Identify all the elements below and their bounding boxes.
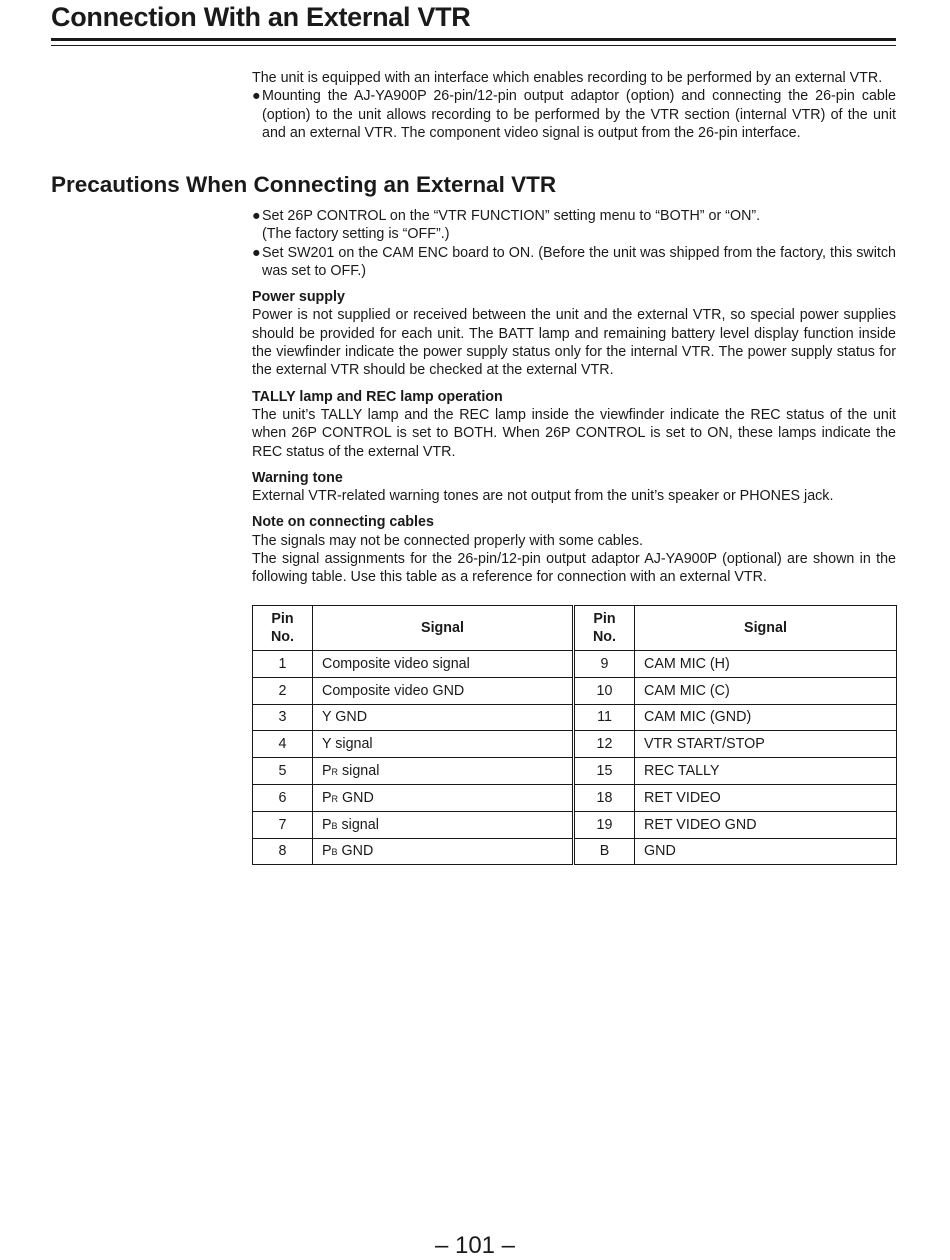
- signal-name: REC TALLY: [635, 758, 897, 785]
- pin-number: 19: [574, 811, 635, 838]
- signal-name: RET VIDEO: [635, 784, 897, 811]
- pin-number: 4: [253, 731, 313, 758]
- signal-name: GND: [635, 838, 897, 865]
- pin-number: 7: [253, 811, 313, 838]
- pin-number: 9: [574, 651, 635, 678]
- signal-header: Signal: [313, 606, 574, 651]
- signal-prefix: P: [322, 843, 332, 860]
- warning-tone-block: [252, 469, 896, 506]
- signal-suffix: GND: [338, 789, 374, 806]
- pin-number: 1: [253, 651, 313, 678]
- pin-number: 18: [574, 784, 635, 811]
- pin-number: 12: [574, 731, 635, 758]
- cables-heading: Note on connecting cables: [252, 514, 434, 531]
- intro-section: [252, 69, 896, 142]
- pin-number: 15: [574, 758, 635, 785]
- table-row: [253, 651, 897, 678]
- precaution-bullet-1-line-1: Set 26P CONTROL on the “VTR FUNCTION” setting menu to “BOTH” or “ON”.: [262, 208, 761, 224]
- intro-paragraph: The unit is equipped with an interface which enables recording to be performed by an external VTR.: [252, 70, 883, 86]
- signal-subscript: R: [331, 793, 339, 804]
- table-row: [253, 784, 897, 811]
- table-row: [253, 838, 897, 865]
- tally-heading: TALLY lamp and REC lamp operation: [252, 388, 503, 405]
- title-rule-thick: [51, 38, 896, 41]
- pin-header-line-2: No.: [270, 629, 295, 645]
- bullet-icon: ●: [252, 244, 261, 261]
- table-row: [253, 811, 897, 838]
- signal-name: Composite video GND: [313, 677, 574, 704]
- signal-subscript: R: [331, 767, 339, 778]
- pin-number: 2: [253, 677, 313, 704]
- signal-prefix: P: [322, 816, 332, 833]
- power-supply-text: Power is not supplied or received between the unit and the external VTR, so special power supplies should be provided for each unit. The BATT lamp and remaining battery level display function inside the viewfinder indicate the power supply status only for the internal VTR. The power supply status for the external VTR should be checked at the external VTR.: [252, 307, 896, 379]
- pin-no-header: [253, 606, 313, 651]
- table-row: [253, 758, 897, 785]
- pin-assignment-table: [252, 605, 897, 865]
- signal-name: Y GND: [313, 704, 574, 731]
- tally-block: [252, 388, 896, 461]
- signal-name: RET VIDEO GND: [635, 811, 897, 838]
- pin-number: 6: [253, 784, 313, 811]
- tally-text: The unit’s TALLY lamp and the REC lamp inside the viewfinder indicate the REC status of the unit when 26P CONTROL is set to BOTH. When 26P CONTROL is set to ON, these lamps indicate the REC status of the external VTR.: [252, 406, 896, 460]
- page-title: Connection With an External VTR: [51, 2, 471, 32]
- signal-name: [313, 811, 574, 838]
- signal-name: CAM MIC (GND): [635, 704, 897, 731]
- signal-header: Signal: [635, 606, 897, 651]
- signal-name: [313, 758, 574, 785]
- pin-header-line-1: Pin: [593, 611, 616, 627]
- signal-name: [313, 784, 574, 811]
- table-row: [253, 704, 897, 731]
- bullet-icon: ●: [252, 88, 261, 105]
- signal-subscript: B: [331, 820, 338, 831]
- cables-block: [252, 513, 896, 586]
- precaution-bullet-1: [252, 207, 896, 244]
- signal-suffix: GND: [337, 843, 374, 860]
- signal-name: Y signal: [313, 731, 574, 758]
- table-row: [253, 677, 897, 704]
- precautions-section: [252, 207, 896, 587]
- signal-prefix: P: [322, 789, 332, 806]
- table-row: [253, 731, 897, 758]
- pin-number: 8: [253, 838, 313, 865]
- title-rule-thin: [51, 45, 896, 46]
- cables-text-1: The signals may not be connected properly with some cables.: [252, 532, 643, 549]
- precaution-bullet-2: [252, 244, 896, 281]
- precaution-bullet-2-text: Set SW201 on the CAM ENC board to ON. (Before the unit was shipped from the factory, this switch was set to OFF.): [262, 244, 896, 279]
- table-header-row: [253, 606, 897, 651]
- pin-number: 3: [253, 704, 313, 731]
- pin-header-line-2: No.: [592, 629, 617, 645]
- signal-suffix: signal: [338, 763, 380, 780]
- page-number: – 101 –: [434, 1232, 516, 1259]
- section-heading: Precautions When Connecting an External VTR: [51, 172, 557, 197]
- warning-tone-heading: Warning tone: [252, 469, 343, 486]
- pin-header-line-1: Pin: [271, 611, 294, 627]
- warning-tone-text: External VTR-related warning tones are not output from the unit’s speaker or PHONES jack.: [252, 488, 834, 505]
- signal-subscript: B: [331, 847, 338, 858]
- cables-text-2: The signal assignments for the 26-pin/12-pin output adaptor AJ-YA900P (optional) are shown in the following table. Use this table as a reference for connection with an external VTR.: [252, 551, 896, 586]
- power-supply-heading: Power supply: [252, 289, 345, 306]
- intro-bullet: [252, 87, 896, 142]
- precaution-bullet-1-line-2: (The factory setting is “OFF”.): [262, 226, 450, 243]
- power-supply-block: [252, 288, 896, 379]
- signal-name: VTR START/STOP: [635, 731, 897, 758]
- pin-no-header: [574, 606, 635, 651]
- signal-prefix: P: [322, 763, 332, 780]
- signal-name: CAM MIC (H): [635, 651, 897, 678]
- signal-name: Composite video signal: [313, 651, 574, 678]
- signal-suffix: signal: [337, 816, 379, 833]
- signal-name: [313, 838, 574, 865]
- bullet-icon: ●: [252, 208, 261, 224]
- pin-number: 11: [574, 704, 635, 731]
- pin-number: B: [574, 838, 635, 865]
- intro-bullet-text: Mounting the AJ-YA900P 26-pin/12-pin output adaptor (option) and connecting the 26-pin cable (option) to the unit allows recording to be performed by the VTR section (internal VTR) of the unit and an external VTR. The component video signal is output from the 26-pin interface.: [262, 88, 896, 141]
- pin-number: 10: [574, 677, 635, 704]
- pin-number: 5: [253, 758, 313, 785]
- signal-name: CAM MIC (C): [635, 677, 897, 704]
